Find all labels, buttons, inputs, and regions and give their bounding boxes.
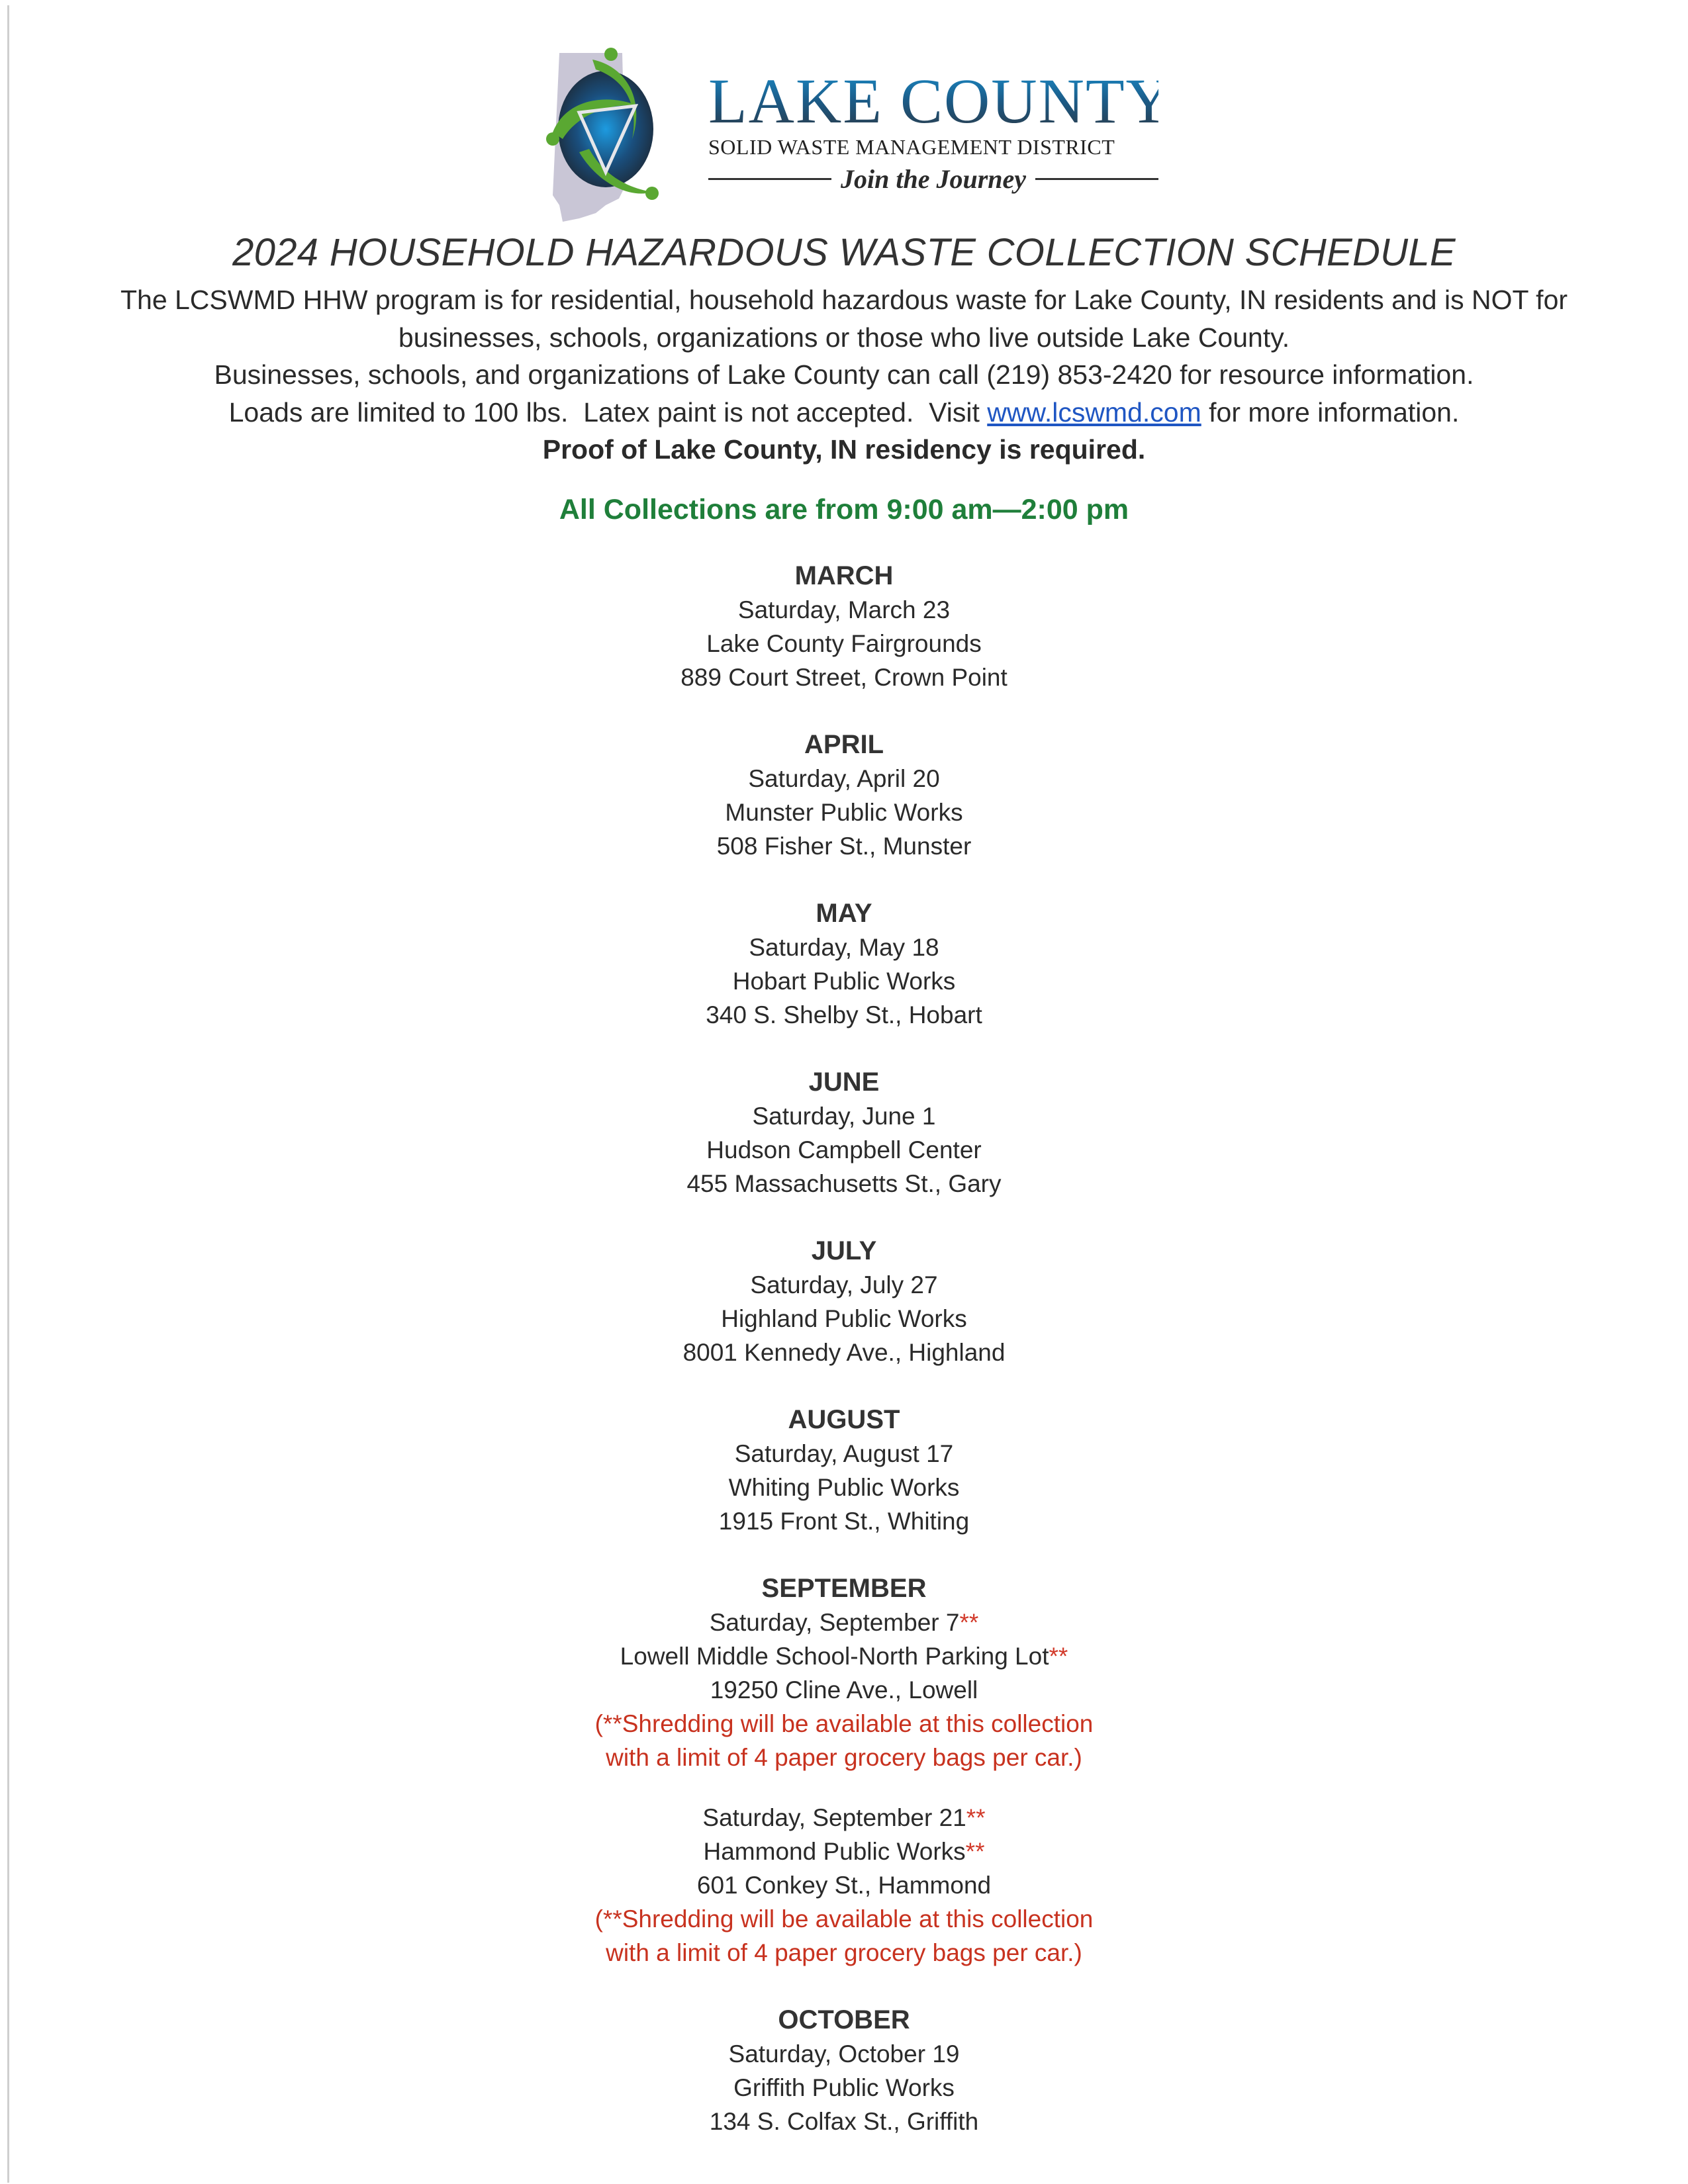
- event-address: 340 S. Shelby St., Hobart: [706, 1001, 982, 1028]
- event-date: [0, 1606, 1688, 1639]
- logo-name: LAKE COUNTY: [708, 66, 1173, 136]
- indiana-globe-icon: [533, 40, 708, 228]
- shredding-marker: **: [959, 1609, 979, 1636]
- event-location: [0, 1639, 1688, 1673]
- collection-hours: All Collections are from 9:00 am—2:00 pm: [559, 494, 1129, 525]
- shredding-note-line-1: (**Shredding will be available at this collection: [594, 1905, 1094, 1933]
- event-location: Highland Public Works: [721, 1305, 967, 1332]
- event-date: [0, 1801, 1688, 1835]
- month-may: [0, 897, 1688, 1032]
- event-address: 134 S. Colfax St., Griffith: [709, 2108, 979, 2135]
- event-location-text: Hammond Public Works: [703, 1838, 966, 1865]
- event-location: Munster Public Works: [725, 799, 963, 826]
- event-date-text: Saturday, September 7: [709, 1609, 960, 1636]
- month-september: [0, 1572, 1688, 1970]
- event-address: 889 Court Street, Crown Point: [680, 664, 1008, 691]
- event-location: [0, 1835, 1688, 1868]
- month-march: [0, 559, 1688, 694]
- event-location: Hobart Public Works: [732, 968, 956, 995]
- event-address: 455 Massachusetts St., Gary: [686, 1170, 1002, 1197]
- month-heading: MARCH: [794, 561, 894, 590]
- month-heading: APRIL: [804, 730, 884, 759]
- month-heading: JULY: [811, 1236, 877, 1265]
- month-heading: MAY: [816, 899, 872, 928]
- event-location: Griffith Public Works: [733, 2074, 955, 2101]
- residency-requirement: Proof of Lake County, IN residency is required.: [542, 434, 1146, 465]
- logo-wordmark: [708, 66, 1173, 195]
- month-july: [0, 1234, 1688, 1369]
- tagline-rule-left: [708, 178, 831, 180]
- event-entry: [0, 1801, 1688, 1970]
- event-date: Saturday, April 20: [748, 765, 940, 792]
- month-june: [0, 1066, 1688, 1201]
- shredding-marker: **: [966, 1804, 986, 1831]
- intro-line-4-before: Loads are limited to 100 lbs. Latex paint is not accepted. Visit: [228, 396, 988, 428]
- event-location: Hudson Campbell Center: [706, 1136, 982, 1163]
- event-date: Saturday, March 23: [737, 596, 951, 623]
- intro-line-4: [0, 394, 1688, 432]
- event-address: 19250 Cline Ave., Lowell: [710, 1676, 978, 1704]
- event-address: 508 Fisher St., Munster: [716, 833, 972, 860]
- shredding-note-line-2: with a limit of 4 paper grocery bags per car.): [606, 1939, 1082, 1966]
- shredding-note-line-1: (**Shredding will be available at this collection: [594, 1710, 1094, 1737]
- shredding-note-line-2: with a limit of 4 paper grocery bags per car.): [606, 1744, 1082, 1771]
- event-date: Saturday, June 1: [752, 1103, 936, 1130]
- logo-tagline: Join the Journey: [840, 164, 1027, 194]
- event-location-text: Lowell Middle School-North Parking Lot: [620, 1643, 1049, 1670]
- event-date: Saturday, October 19: [728, 2040, 960, 2068]
- intro-line-1: The LCSWMD HHW program is for residential, household hazardous waste for Lake County, IN residents and is NOT for: [120, 285, 1568, 315]
- shredding-marker: **: [1049, 1643, 1068, 1670]
- month-heading: OCTOBER: [778, 2005, 910, 2034]
- page-title: 2024 HOUSEHOLD HAZARDOUS WASTE COLLECTION SCHEDULE: [232, 231, 1456, 274]
- month-august: [0, 1403, 1688, 1538]
- website-link[interactable]: www.lcswmd.com: [987, 396, 1201, 428]
- intro-paragraph: [0, 281, 1688, 469]
- shredding-marker: **: [965, 1838, 985, 1865]
- intro-line-2: businesses, schools, organizations or those who live outside Lake County.: [398, 322, 1290, 353]
- intro-line-3: Businesses, schools, and organizations of Lake County can call (219) 853-2420 for resource information.: [214, 359, 1474, 390]
- event-address: 601 Conkey St., Hammond: [696, 1872, 992, 1899]
- month-october: [0, 2003, 1688, 2138]
- month-heading: SEPTEMBER: [761, 1574, 927, 1603]
- event-date: Saturday, July 27: [750, 1271, 938, 1298]
- logo-subtitle: SOLID WASTE MANAGEMENT DISTRICT: [708, 135, 1115, 159]
- event-date-text: Saturday, September 21: [702, 1804, 966, 1831]
- tagline-rule-right: [1035, 178, 1158, 180]
- month-heading: AUGUST: [788, 1405, 900, 1434]
- logo-tagline-row: [708, 163, 1158, 195]
- event-location: Lake County Fairgrounds: [706, 630, 982, 657]
- event-date: Saturday, May 18: [749, 934, 939, 961]
- event-location: Whiting Public Works: [728, 1474, 960, 1501]
- event-entry: [0, 1606, 1688, 1774]
- event-address: 8001 Kennedy Ave., Highland: [682, 1339, 1006, 1366]
- month-april: [0, 728, 1688, 863]
- event-address: 1915 Front St., Whiting: [718, 1508, 970, 1535]
- schedule-list: [0, 559, 1688, 2172]
- month-heading: JUNE: [808, 1068, 880, 1097]
- lcswmd-logo: [533, 40, 1173, 228]
- intro-line-4-after: for more information.: [1201, 396, 1460, 428]
- event-date: Saturday, August 17: [734, 1440, 954, 1467]
